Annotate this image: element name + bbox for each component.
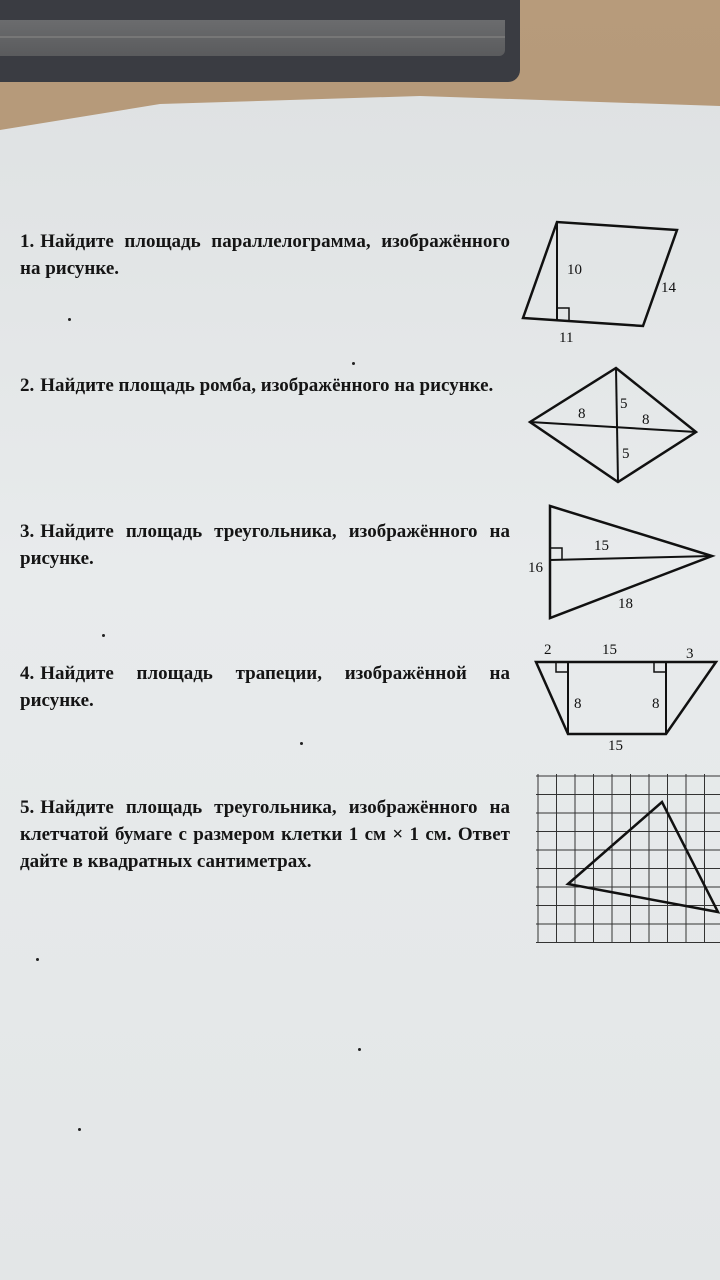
task-1	[20, 228, 510, 282]
grid-triangle	[568, 802, 718, 912]
label-median: 15	[594, 538, 609, 554]
right-angle-mark-left	[556, 662, 568, 672]
task-4	[20, 660, 510, 714]
parallelogram-shape	[523, 222, 677, 326]
triangle-median	[550, 556, 712, 560]
rhombus-diagonal-horizontal	[530, 422, 696, 432]
task-number: 1.	[20, 231, 35, 252]
book	[0, 0, 520, 82]
paper-speck	[102, 634, 105, 637]
label-half-diagonal-left: 8	[578, 406, 586, 422]
label-long-side: 18	[618, 596, 633, 612]
paper-speck	[352, 362, 355, 365]
task-2	[20, 372, 510, 399]
trapezoid-shape	[536, 662, 716, 734]
task-3	[20, 518, 510, 572]
task-number: 3.	[20, 521, 35, 542]
parallelogram-figure	[515, 210, 695, 355]
rhombus-diagonal-vertical	[616, 368, 618, 482]
paper-speck	[36, 958, 39, 961]
label-half-diagonal-right: 8	[642, 412, 650, 428]
label-short-side: 16	[528, 560, 543, 576]
task-text: Найдите площадь параллелограмма, изображённого на рисунке.	[20, 231, 510, 279]
task-text: Найдите площадь трапеции, изображённой на рисунке.	[20, 663, 510, 711]
paper-speck	[78, 1128, 81, 1131]
task-text: Найдите площадь треугольника, изображённого на клетчатой бумаге с размером клетки 1 см × 1 см. Ответ дайте в квадратных сантиметрах.	[20, 797, 510, 872]
task-text: Найдите площадь ромба, изображённого на рисунке.	[40, 375, 494, 396]
grid-paper	[536, 774, 720, 944]
right-angle-mark-right	[654, 662, 666, 672]
task-5	[20, 794, 510, 875]
label-half-diagonal-top: 5	[620, 396, 628, 412]
book-pages	[0, 20, 505, 56]
label-top-middle: 15	[602, 642, 617, 658]
task-number: 4.	[20, 663, 35, 684]
task-text: Найдите площадь треугольника, изображённого на рисунке.	[20, 521, 510, 569]
task-number: 5.	[20, 797, 35, 818]
right-angle-mark	[550, 548, 562, 560]
label-height: 10	[567, 262, 582, 278]
task-number: 2.	[20, 375, 35, 396]
label-height-right: 8	[652, 696, 660, 712]
label-right-offset: 3	[686, 646, 694, 662]
trapezoid-figure	[530, 638, 720, 763]
paper-speck	[68, 318, 71, 321]
label-base-segment: 11	[559, 330, 574, 346]
label-bottom-base: 15	[608, 738, 623, 754]
label-half-diagonal-bottom: 5	[622, 446, 630, 462]
label-height-left: 8	[574, 696, 582, 712]
right-angle-mark	[557, 308, 569, 320]
label-side: 14	[661, 280, 676, 296]
triangle-figure	[526, 498, 720, 633]
rhombus-shape	[530, 368, 696, 482]
paper-speck	[358, 1048, 361, 1051]
label-left-offset: 2	[544, 642, 552, 658]
grid-figure	[536, 774, 720, 949]
paper-speck	[300, 742, 303, 745]
rhombus-figure	[520, 360, 710, 495]
